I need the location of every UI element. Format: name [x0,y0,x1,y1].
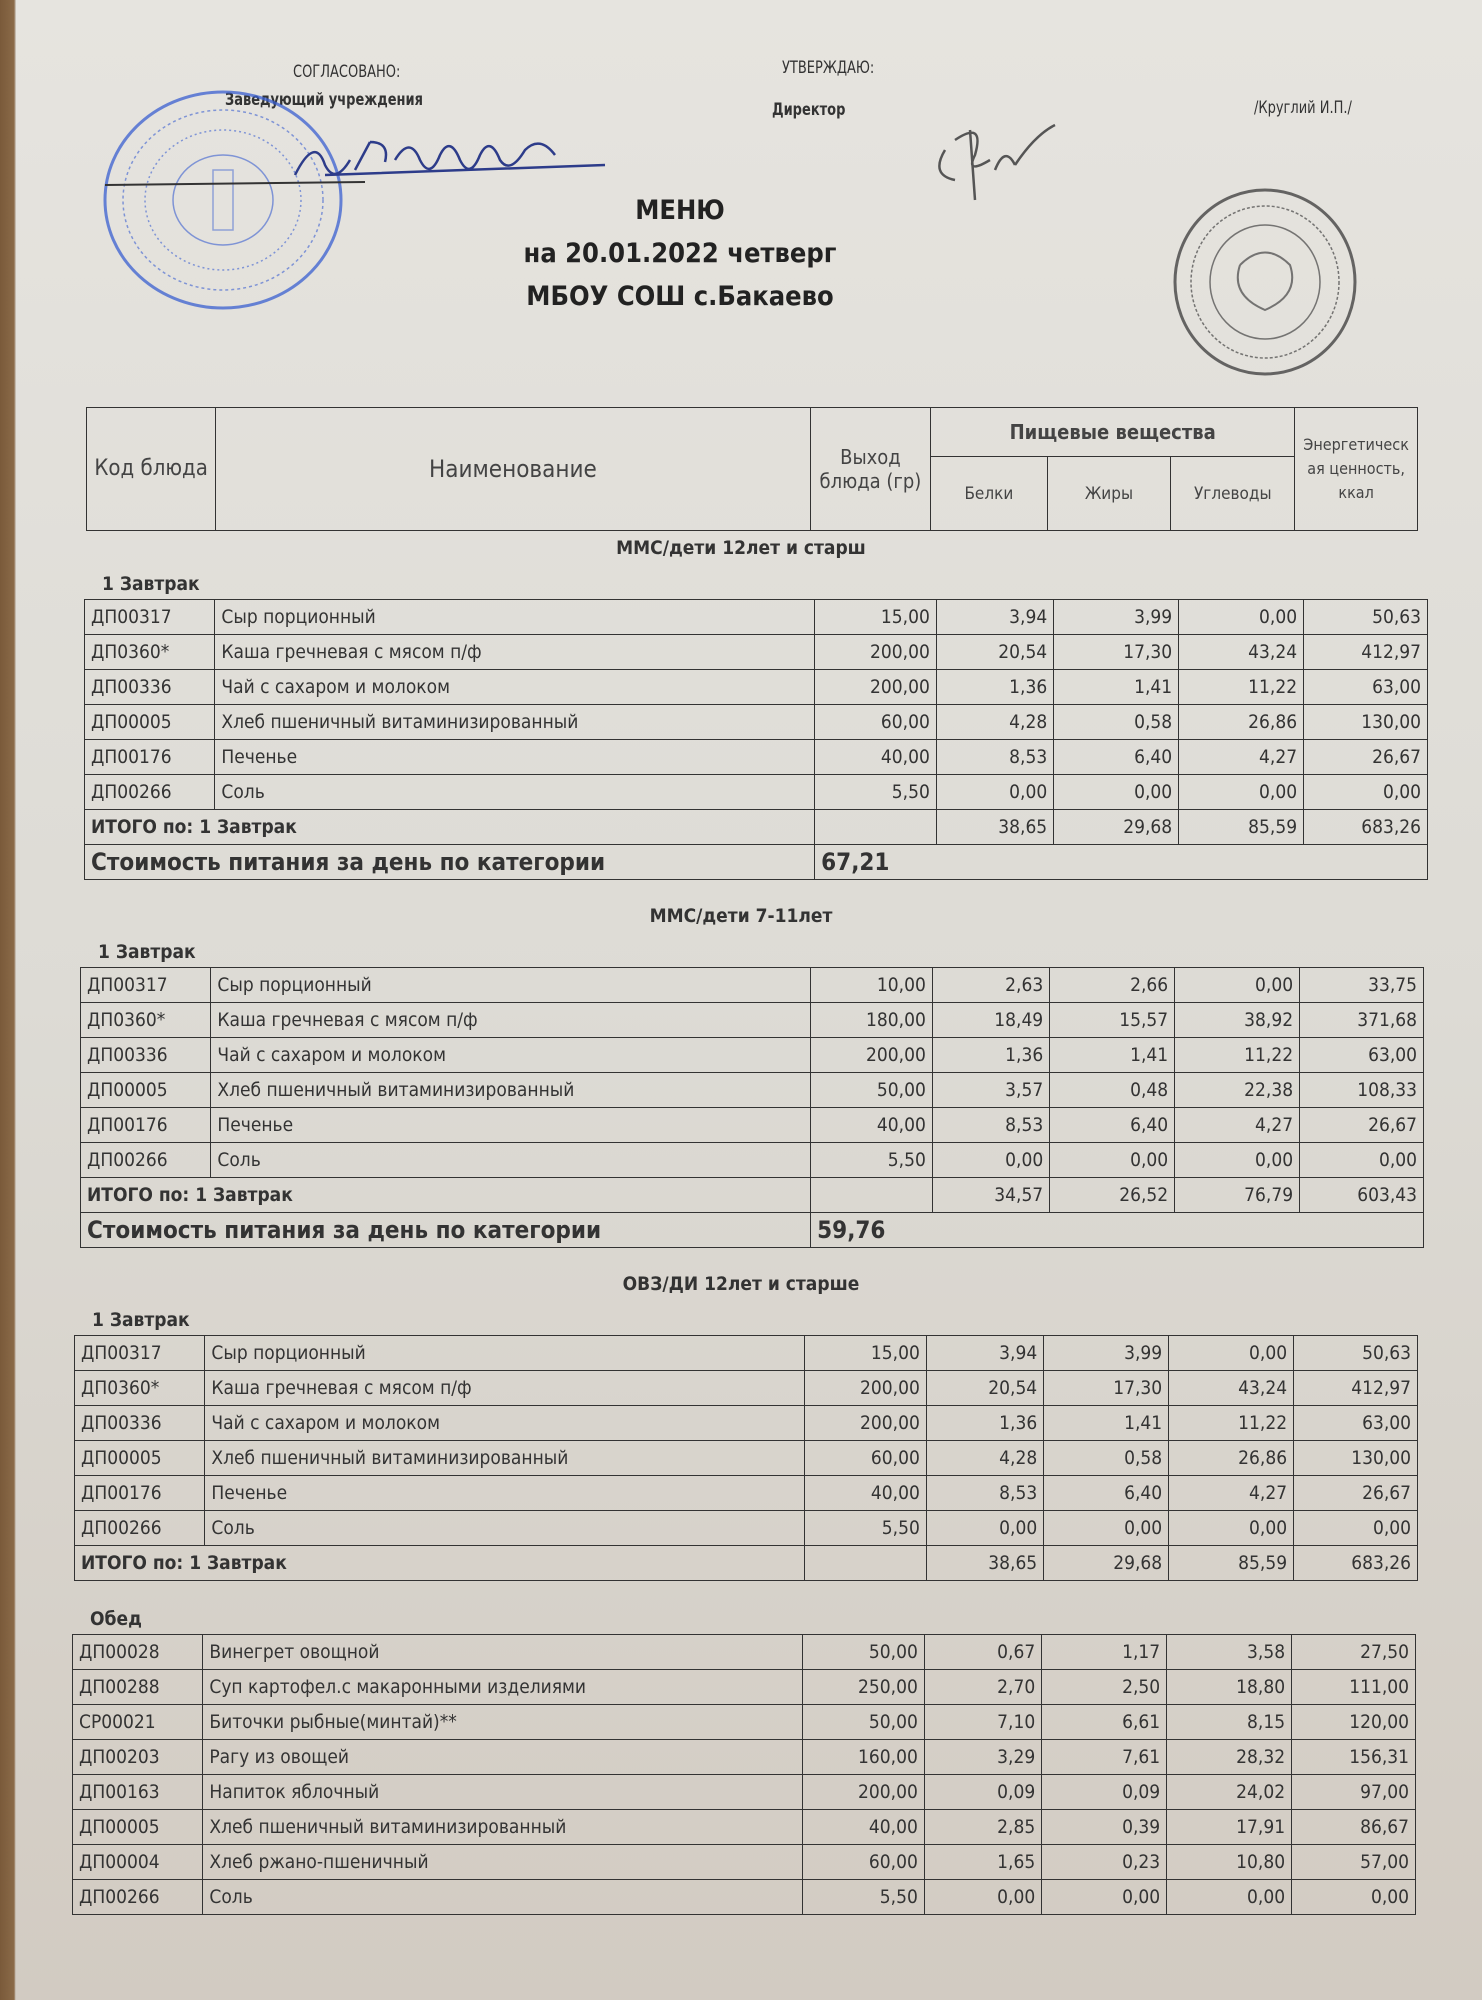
cell-energy: 0,00 [1292,1879,1416,1914]
table-row [73,1669,1416,1704]
cell-energy: 130,00 [1294,1441,1418,1476]
cell-code: ДП00266 [85,775,215,810]
cell-energy: 108,33 [1300,1073,1424,1108]
cell-yield: 60,00 [803,1844,925,1879]
cell-fat: 0,58 [1054,705,1179,740]
approval-left-heading: СОГЛАСОВАНО: [293,62,401,82]
total-protein: 38,65 [936,810,1053,845]
cell-energy: 63,00 [1294,1406,1418,1441]
cell-energy: 33,75 [1300,968,1424,1003]
cost-value: 67,21 [815,845,1428,880]
table-row [81,968,1424,1003]
cell-name: Печенье [215,740,815,775]
cell-yield: 180,00 [811,1003,933,1038]
table-row [81,1003,1424,1038]
cell-fat: 0,09 [1042,1774,1167,1809]
cell-name: Печенье [211,1108,811,1143]
meal-label: Обед [90,1607,142,1630]
cell-code: ДП00203 [73,1739,203,1774]
cell-protein: 18,49 [932,1003,1049,1038]
cell-protein: 0,00 [932,1143,1049,1178]
table-row [73,1774,1416,1809]
cell-energy: 63,00 [1300,1038,1424,1073]
cell-code: ДП00266 [81,1143,211,1178]
cell-name: Каша гречневая с мясом п/ф [205,1371,805,1406]
cell-carbs: 4,27 [1169,1476,1294,1511]
table-row [75,1511,1418,1546]
cell-fat: 6,40 [1044,1476,1169,1511]
cell-code: ДП00317 [85,600,215,635]
cell-code: ДП00176 [85,740,215,775]
cell-yield: 10,00 [811,968,933,1003]
table-row [85,740,1428,775]
cell-name: Соль [211,1143,811,1178]
cell-fat: 0,00 [1044,1511,1169,1546]
cell-fat: 1,41 [1054,670,1179,705]
cell-yield: 200,00 [805,1406,927,1441]
cell-fat: 0,00 [1042,1879,1167,1914]
meal-label: 1 Завтрак [102,573,200,595]
total-yield-empty [805,1546,927,1581]
table-row [85,635,1428,670]
cell-name: Сыр порционный [215,600,815,635]
cell-name: Хлеб пшеничный витаминизированный [211,1073,811,1108]
cell-fat: 0,23 [1042,1844,1167,1879]
cell-yield: 200,00 [803,1774,925,1809]
header-name: Наименование [216,408,810,531]
cell-energy: 50,63 [1294,1336,1418,1371]
total-label: ИТОГО по: 1 Завтрак [75,1546,805,1581]
cell-name: Соль [203,1879,803,1914]
cell-name: Хлеб пшеничный витаминизированный [215,705,815,740]
total-protein: 38,65 [926,1546,1043,1581]
approval-right-heading: УТВЕРЖДАЮ: [782,58,875,78]
cell-name: Чай с сахаром и молоком [205,1406,805,1441]
cell-carbs: 3,58 [1167,1634,1292,1669]
total-label: ИТОГО по: 1 Завтрак [85,810,815,845]
cell-protein: 1,36 [932,1038,1049,1073]
cell-energy: 371,68 [1300,1003,1424,1038]
cell-yield: 200,00 [805,1371,927,1406]
cell-protein: 1,65 [924,1844,1041,1879]
cell-protein: 8,53 [926,1476,1043,1511]
cell-energy: 120,00 [1292,1704,1416,1739]
cell-carbs: 10,80 [1167,1844,1292,1879]
cell-carbs: 26,86 [1179,705,1304,740]
cell-energy: 86,67 [1292,1809,1416,1844]
cost-label: Стоимость питания за день по категории [81,1213,811,1248]
cell-energy: 26,67 [1304,740,1428,775]
table-row [73,1809,1416,1844]
total-label: ИТОГО по: 1 Завтрак [81,1178,811,1213]
cell-fat: 0,39 [1042,1809,1167,1844]
cell-code: ДП0360* [75,1371,205,1406]
cell-energy: 0,00 [1294,1511,1418,1546]
total-yield-empty [815,810,937,845]
cell-code: ДП00266 [75,1511,205,1546]
cell-protein: 0,00 [924,1879,1041,1914]
cell-fat: 0,00 [1054,775,1179,810]
cell-protein: 3,29 [924,1739,1041,1774]
table-row [75,1406,1418,1441]
cell-yield: 40,00 [811,1108,933,1143]
cell-fat: 3,99 [1044,1336,1169,1371]
cost-label: Стоимость питания за день по категории [85,845,815,880]
total-fat: 29,68 [1044,1546,1169,1581]
cell-fat: 17,30 [1044,1371,1169,1406]
table-row [75,1441,1418,1476]
table-row [85,600,1428,635]
cell-energy: 50,63 [1304,600,1428,635]
cell-yield: 200,00 [811,1038,933,1073]
cell-protein: 8,53 [932,1108,1049,1143]
total-energy: 683,26 [1294,1546,1418,1581]
cell-carbs: 38,92 [1175,1003,1300,1038]
header-nutrients: Пищевые вещества [931,408,1295,457]
signature-left [105,130,705,200]
cell-protein: 1,36 [936,670,1053,705]
cell-name: Биточки рыбные(минтай)** [203,1704,803,1739]
menu-date: на 20.01.2022 четверг [523,238,837,269]
cell-yield: 50,00 [803,1704,925,1739]
section-title: ОВЗ/ДИ 12лет и старше [622,1273,860,1295]
cell-fat: 2,66 [1050,968,1175,1003]
total-energy: 603,43 [1300,1178,1424,1213]
cell-energy: 97,00 [1292,1774,1416,1809]
cell-name: Сыр порционный [205,1336,805,1371]
cell-code: ДП00317 [75,1336,205,1371]
cell-yield: 40,00 [805,1476,927,1511]
cell-energy: 27,50 [1292,1634,1416,1669]
section-title: ММС/дети 7-11лет [649,905,833,927]
cell-protein: 3,57 [932,1073,1049,1108]
cell-protein: 20,54 [936,635,1053,670]
cell-fat: 17,30 [1054,635,1179,670]
cell-fat: 6,40 [1054,740,1179,775]
cell-protein: 7,10 [924,1704,1041,1739]
header-energy: Энергетическая ценность, ккал [1295,408,1418,531]
table-header [86,407,1418,531]
total-carbs: 85,59 [1179,810,1304,845]
cell-yield: 5,50 [815,775,937,810]
cell-protein: 0,00 [936,775,1053,810]
cell-fat: 6,61 [1042,1704,1167,1739]
cell-yield: 5,50 [811,1143,933,1178]
cell-carbs: 4,27 [1179,740,1304,775]
total-fat: 26,52 [1050,1178,1175,1213]
cell-fat: 3,99 [1054,600,1179,635]
cell-protein: 4,28 [926,1441,1043,1476]
table-row [75,1476,1418,1511]
cell-code: ДП00176 [81,1108,211,1143]
meal-table [84,599,1428,880]
cell-energy: 0,00 [1300,1143,1424,1178]
cell-carbs: 43,24 [1169,1371,1294,1406]
cell-code: ДП00336 [85,670,215,705]
total-row [81,1178,1424,1213]
cell-code: ДП00005 [81,1073,211,1108]
cell-carbs: 0,00 [1179,600,1304,635]
cell-fat: 0,00 [1050,1143,1175,1178]
cell-name: Хлеб пшеничный витаминизированный [205,1441,805,1476]
total-energy: 683,26 [1304,810,1428,845]
cell-protein: 4,28 [936,705,1053,740]
cell-fat: 1,17 [1042,1634,1167,1669]
cell-protein: 2,63 [932,968,1049,1003]
cell-yield: 200,00 [815,670,937,705]
cell-fat: 0,58 [1044,1441,1169,1476]
cell-carbs: 22,38 [1175,1073,1300,1108]
cell-protein: 0,00 [926,1511,1043,1546]
cost-row [81,1213,1424,1248]
table-row [75,1336,1418,1371]
cell-name: Суп картофел.с макаронными изделиями [203,1669,803,1704]
cell-yield: 15,00 [805,1336,927,1371]
cell-carbs: 0,00 [1169,1336,1294,1371]
cell-carbs: 11,22 [1169,1406,1294,1441]
cell-energy: 26,67 [1294,1476,1418,1511]
cell-energy: 130,00 [1304,705,1428,740]
cell-name: Сыр порционный [211,968,811,1003]
table-row [81,1108,1424,1143]
table-row [85,775,1428,810]
cell-yield: 60,00 [815,705,937,740]
total-fat: 29,68 [1054,810,1179,845]
cell-code: ДП00005 [85,705,215,740]
cell-carbs: 0,00 [1169,1511,1294,1546]
cell-protein: 3,94 [936,600,1053,635]
cell-energy: 63,00 [1304,670,1428,705]
meal-table [80,967,1424,1248]
cell-code: ДП00005 [73,1809,203,1844]
cell-carbs: 11,22 [1179,670,1304,705]
table-row [81,1073,1424,1108]
table-row [73,1634,1416,1669]
cell-code: ДП00288 [73,1669,203,1704]
cell-energy: 412,97 [1294,1371,1418,1406]
cell-yield: 40,00 [803,1809,925,1844]
cell-name: Соль [205,1511,805,1546]
cost-value: 59,76 [811,1213,1424,1248]
cell-carbs: 26,86 [1169,1441,1294,1476]
cell-code: ДП00336 [75,1406,205,1441]
cell-fat: 6,40 [1050,1108,1175,1143]
cell-name: Чай с сахаром и молоком [215,670,815,705]
cell-yield: 5,50 [803,1879,925,1914]
cell-energy: 111,00 [1292,1669,1416,1704]
cell-fat: 1,41 [1050,1038,1175,1073]
cell-fat: 0,48 [1050,1073,1175,1108]
table-row [85,670,1428,705]
cell-protein: 8,53 [936,740,1053,775]
cell-fat: 7,61 [1042,1739,1167,1774]
total-carbs: 85,59 [1169,1546,1294,1581]
table-row [73,1739,1416,1774]
cell-carbs: 0,00 [1179,775,1304,810]
cell-code: ДП00163 [73,1774,203,1809]
table-row [73,1844,1416,1879]
cell-code: ДП00028 [73,1634,203,1669]
cell-protein: 0,09 [924,1774,1041,1809]
cell-code: ДП00004 [73,1844,203,1879]
cell-yield: 250,00 [803,1669,925,1704]
cell-code: ДП00266 [73,1879,203,1914]
cell-name: Хлеб пшеничный витаминизированный [203,1809,803,1844]
header-code: Код блюда [87,408,216,531]
cell-name: Чай с сахаром и молоком [211,1038,811,1073]
cell-carbs: 18,80 [1167,1669,1292,1704]
table-row [73,1879,1416,1914]
cell-yield: 15,00 [815,600,937,635]
cell-fat: 2,50 [1042,1669,1167,1704]
cell-name: Каша гречневая с мясом п/ф [215,635,815,670]
total-yield-empty [811,1178,933,1213]
cell-carbs: 0,00 [1167,1879,1292,1914]
cell-energy: 412,97 [1304,635,1428,670]
cell-name: Винегрет овощной [203,1634,803,1669]
cell-fat: 15,57 [1050,1003,1175,1038]
cell-code: ДП00005 [75,1441,205,1476]
cell-yield: 60,00 [805,1441,927,1476]
total-row [75,1546,1418,1581]
cell-yield: 50,00 [811,1073,933,1108]
cell-code: ДП0360* [81,1003,211,1038]
approval-right-role: Директор [772,100,846,120]
header-yield: Выход блюда (гр) [810,408,931,531]
cell-protein: 0,67 [924,1634,1041,1669]
menu-school: МБОУ СОШ с.Бакаево [526,281,834,312]
approval-left-role: Заведующий учреждения [225,90,423,110]
cell-name: Напиток яблочный [203,1774,803,1809]
menu-title: МЕНЮ [635,195,725,226]
table-row [73,1704,1416,1739]
meal-table [72,1634,1416,1915]
cell-yield: 5,50 [805,1511,927,1546]
total-row [85,810,1428,845]
meal-label: 1 Завтрак [92,1309,190,1331]
cell-name: Соль [215,775,815,810]
approval-right-name: /Круглий И.П./ [1254,98,1352,118]
header-protein: Белки [931,457,1047,531]
header-fat: Жиры [1047,457,1171,531]
cell-carbs: 24,02 [1167,1774,1292,1809]
cell-name: Хлеб ржано-пшеничный [203,1844,803,1879]
cell-protein: 2,70 [924,1669,1041,1704]
cell-yield: 160,00 [803,1739,925,1774]
header-carbs: Углеводы [1171,457,1295,531]
cell-energy: 0,00 [1304,775,1428,810]
cell-yield: 200,00 [815,635,937,670]
cell-energy: 156,31 [1292,1739,1416,1774]
cell-protein: 20,54 [926,1371,1043,1406]
cell-carbs: 11,22 [1175,1038,1300,1073]
table-row [75,1371,1418,1406]
table-row [81,1143,1424,1178]
cell-protein: 1,36 [926,1406,1043,1441]
cell-carbs: 0,00 [1175,968,1300,1003]
cell-energy: 57,00 [1292,1844,1416,1879]
cell-code: ДП00176 [75,1476,205,1511]
cost-row [85,845,1428,880]
total-carbs: 76,79 [1175,1178,1300,1213]
meal-table [74,1335,1418,1581]
meal-label: 1 Завтрак [98,941,196,963]
cell-name: Рагу из овощей [203,1739,803,1774]
cell-carbs: 17,91 [1167,1809,1292,1844]
cell-code: ДП00317 [81,968,211,1003]
cell-code: ДП0360* [85,635,215,670]
table-row [81,1038,1424,1073]
cell-carbs: 43,24 [1179,635,1304,670]
cell-name: Печенье [205,1476,805,1511]
cell-yield: 40,00 [815,740,937,775]
cell-carbs: 0,00 [1175,1143,1300,1178]
cell-carbs: 4,27 [1175,1108,1300,1143]
cell-code: ДП00336 [81,1038,211,1073]
cell-protein: 2,85 [924,1809,1041,1844]
cell-fat: 1,41 [1044,1406,1169,1441]
cell-carbs: 28,32 [1167,1739,1292,1774]
section-title: ММС/дети 12лет и старш [616,537,866,559]
cell-energy: 26,67 [1300,1108,1424,1143]
cell-carbs: 8,15 [1167,1704,1292,1739]
cell-name: Каша гречневая с мясом п/ф [211,1003,811,1038]
total-protein: 34,57 [932,1178,1049,1213]
cell-code: СР00021 [73,1704,203,1739]
table-row [85,705,1428,740]
cell-yield: 50,00 [803,1634,925,1669]
cell-protein: 3,94 [926,1336,1043,1371]
